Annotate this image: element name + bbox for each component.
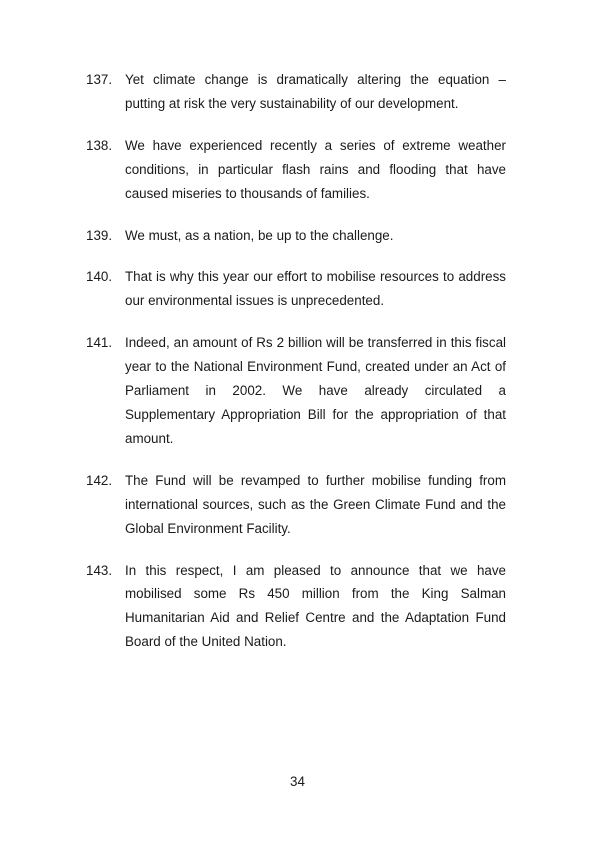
- paragraph-list: [86, 68, 506, 672]
- paragraph-number: 139.: [86, 227, 113, 243]
- paragraph-143: [86, 559, 506, 655]
- paragraph-text: We have experienced recently a series of extreme weather conditions, in particular flash rains and flooding that have caused miseries to thousands of families.: [125, 137, 506, 201]
- paragraph-139: [86, 224, 506, 248]
- paragraph-142: [86, 469, 506, 541]
- paragraph-141: [86, 331, 506, 451]
- paragraph-138: [86, 134, 506, 206]
- paragraph-number: 140.: [86, 269, 113, 285]
- paragraph-text: That is why this year our effort to mobilise resources to address our environmental issues is unprecedented.: [125, 269, 506, 309]
- paragraph-140: [86, 265, 506, 313]
- paragraph-text: Indeed, an amount of Rs 2 billion will be transferred in this fiscal year to the National Environment Fund, created under an Act of Parliament in 2002. We have already circulated a Supplementary Appropriation Bill for the appropriation of that amount.: [125, 335, 506, 446]
- paragraph-number: 138.: [86, 137, 113, 153]
- page-number: 34: [290, 774, 305, 789]
- paragraph-number: 141.: [86, 335, 113, 351]
- paragraph-number: 143.: [86, 562, 113, 578]
- paragraph-text: The Fund will be revamped to further mobilise funding from international sources, such as the Green Climate Fund and the Global Environment Facility.: [125, 472, 506, 536]
- paragraph-137: [86, 68, 506, 116]
- paragraph-text: We must, as a nation, be up to the challenge.: [125, 227, 394, 243]
- paragraph-number: 137.: [86, 72, 113, 87]
- paragraph-text: Yet climate change is dramatically altering the equation – putting at risk the very sustainability of our development.: [125, 72, 506, 111]
- paragraph-text: In this respect, I am pleased to announce that we have mobilised some Rs 450 million from the King Salman Humanitarian Aid and Relief Centre and the Adaptation Fund Board of the United Nation.: [125, 562, 506, 650]
- paragraph-number: 142.: [86, 472, 113, 488]
